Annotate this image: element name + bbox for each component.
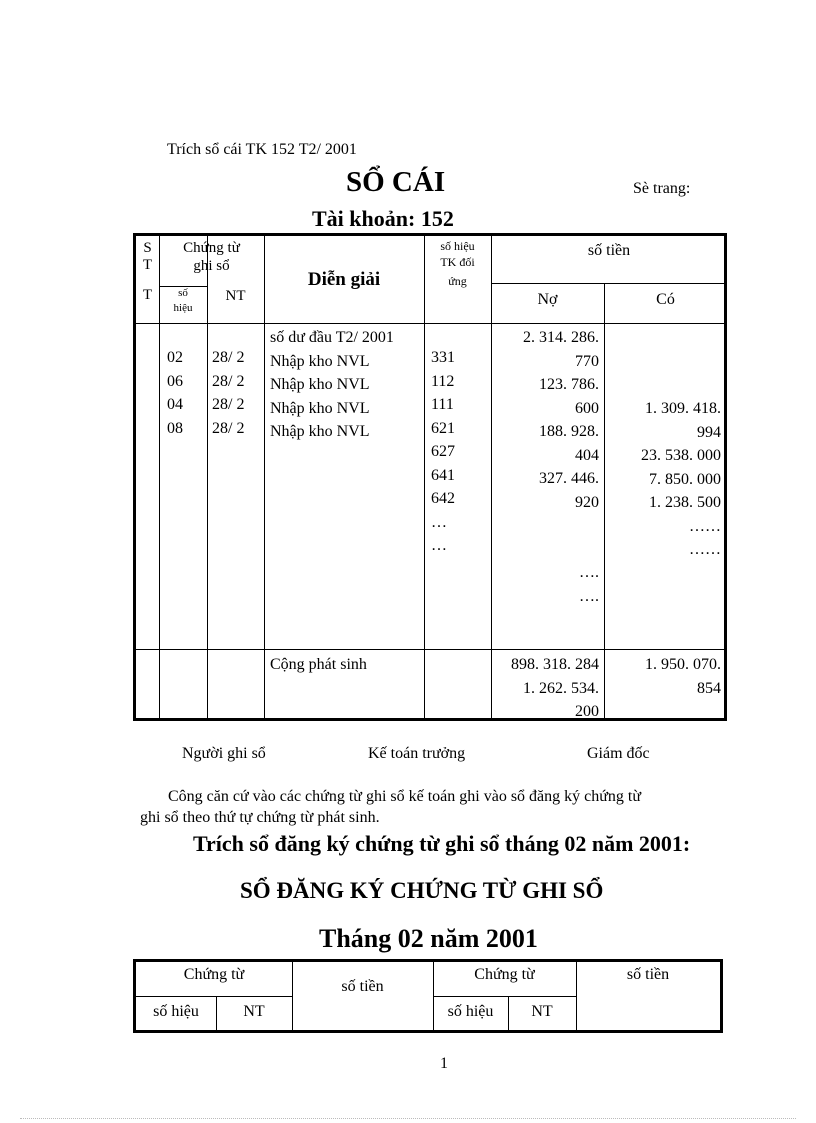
contra-account: 111 — [431, 396, 454, 413]
signature-director: Giám đốc — [587, 745, 650, 762]
credit-line: 7. 850. 000 — [649, 470, 721, 488]
credit-line: 23. 538. 000 — [641, 447, 721, 464]
contra-account: 331 — [431, 349, 455, 366]
voucher-date-header: NT — [225, 288, 246, 304]
stt-header-1: S — [143, 240, 152, 256]
total-credit — [604, 653, 721, 700]
total-credit-line: 1. 950. 070. — [645, 656, 721, 673]
total-debit-line: 200 — [575, 703, 599, 720]
total-credit-line: 854 — [697, 679, 721, 697]
voucher-date: 28/ 2 — [212, 349, 245, 366]
signature-recorder: Người ghi sổ — [182, 745, 266, 762]
account-title: Tài khoản: 152 — [312, 206, 454, 231]
page-number-label: Sè trang: — [633, 180, 691, 197]
register-amount-header-a: số tiền — [341, 978, 384, 995]
debit-line: …. — [579, 587, 599, 605]
description: Nhập kho NVL — [270, 399, 370, 417]
credit-line: 1. 309. 418. — [645, 400, 721, 417]
debit-line: 920 — [575, 493, 599, 511]
credit-header: Có — [656, 291, 675, 308]
debit-line: 123. 786. — [539, 376, 599, 393]
voucher-date-column — [212, 346, 244, 440]
debit-line — [491, 514, 599, 538]
voucher-date: 28/ 2 — [212, 419, 245, 437]
voucher-no: 04 — [167, 396, 183, 413]
contra-account-column — [431, 346, 455, 558]
debit-line: 404 — [575, 446, 599, 464]
register-voucher-header-a: Chứng từ — [183, 966, 245, 983]
voucher-date: 28/ 2 — [212, 372, 245, 390]
description-header: Diễn giải — [307, 269, 381, 290]
contra-account: 642 — [431, 490, 455, 507]
credit-line: 1. 238. 500 — [649, 494, 721, 511]
register-table — [133, 959, 723, 1033]
voucher-no: 02 — [167, 349, 183, 366]
signature-chief-accountant: Kế toán trưởng — [368, 745, 466, 762]
register-date-header-b: NT — [531, 1003, 553, 1020]
description: Nhập kho NVL — [270, 376, 370, 393]
credit-line: …… — [689, 517, 721, 535]
debit-line: 188. 928. — [539, 423, 599, 440]
total-debit-line: 1. 262. 534. — [523, 679, 599, 697]
contra-account: … — [431, 537, 447, 554]
stt-header-2: T — [142, 257, 153, 273]
register-no-header-a: số hiệu — [153, 1003, 199, 1020]
voucher-no: 06 — [167, 372, 183, 390]
description: số dư đầu T2/ 2001 — [270, 329, 394, 346]
voucher-no-header-sub: hiệu — [173, 302, 193, 314]
debit-line: 770 — [575, 352, 599, 370]
description: Nhập kho NVL — [270, 423, 370, 440]
credit-line: …… — [689, 541, 721, 558]
debit-header: Nợ — [537, 291, 558, 308]
voucher-date: 28/ 2 — [212, 396, 245, 413]
contra-account-header-3: ứng — [448, 274, 467, 288]
total-debit — [491, 653, 599, 724]
register-excerpt-heading: Trích sổ đăng ký chứng từ ghi sổ tháng 02 năm 2001: — [193, 831, 691, 856]
page-number: 1 — [440, 1055, 448, 1072]
excerpt-title: Trích sổ cái TK 152 T2/ 2001 — [167, 141, 357, 158]
page-title: SỔ CÁI — [346, 166, 446, 198]
contra-account: … — [431, 513, 447, 531]
voucher-no-column — [167, 346, 183, 440]
voucher-no-header: số — [178, 287, 188, 299]
voucher-header-sub: ghi sổ — [193, 258, 230, 274]
credit-column — [604, 397, 721, 562]
ledger-table — [133, 233, 727, 721]
debit-line — [491, 538, 599, 562]
contra-account: 641 — [431, 466, 455, 484]
debit-line: 2. 314. 286. — [523, 329, 599, 346]
paragraph-line-2: ghi sổ theo thứ tự chứng từ phát sinh. — [140, 809, 380, 826]
stt-header-3: T — [142, 287, 153, 303]
credit-line: 994 — [697, 423, 721, 441]
amount-header: số tiền — [587, 242, 631, 259]
register-month: Tháng 02 năm 2001 — [319, 924, 538, 953]
register-amount-header-b: số tiền — [626, 966, 670, 983]
debit-line: 327. 446. — [539, 470, 599, 487]
voucher-header: Chứng từ — [183, 240, 240, 256]
contra-account: 627 — [431, 443, 455, 460]
debit-line: 600 — [575, 399, 599, 417]
voucher-no: 08 — [167, 419, 183, 437]
contra-account-header: số hiệu — [440, 239, 475, 253]
register-voucher-header-b: Chứng từ — [474, 966, 535, 983]
contra-account: 112 — [431, 372, 455, 390]
register-title: SỔ ĐĂNG KÝ CHỨNG TỪ GHI SỔ — [240, 878, 604, 903]
contra-account-header-2: TK đối — [440, 255, 475, 269]
debit-line: …. — [579, 564, 599, 581]
total-label: Cộng phát sinh — [270, 656, 367, 673]
contra-account: 621 — [431, 419, 455, 437]
debit-column — [491, 326, 599, 608]
page-bottom-rule — [20, 1118, 796, 1119]
description: Nhập kho NVL — [270, 352, 370, 370]
register-no-header-b: số hiệu — [447, 1003, 494, 1020]
description-column — [270, 326, 394, 444]
total-debit-line: 898. 318. 284 — [511, 656, 599, 673]
paragraph-line-1: Công căn cứ vào các chứng từ ghi sổ kế toán ghi vào sổ đăng ký chứng từ — [168, 788, 642, 805]
register-date-header-a: NT — [243, 1003, 265, 1020]
